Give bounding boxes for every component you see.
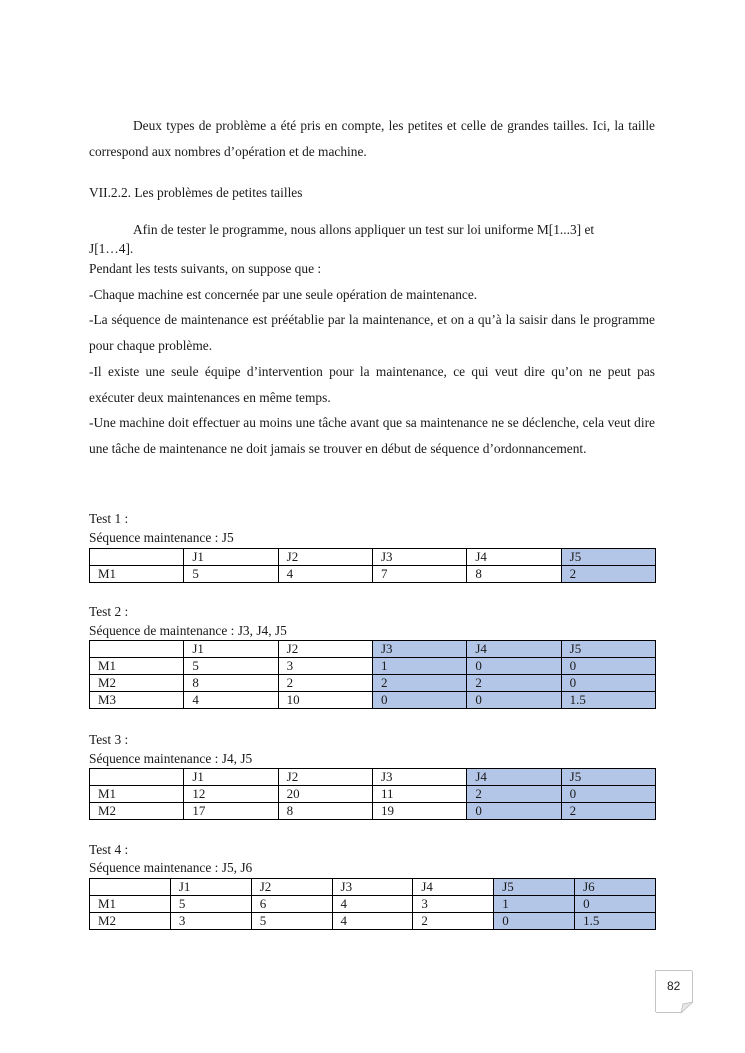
test3-sequence: Séquence maintenance : J4, J5: [89, 751, 253, 766]
header-cell: J1: [184, 549, 278, 566]
test4-title: Test 4 :: [89, 842, 129, 857]
row-label: M1: [90, 658, 184, 675]
header-cell-maintenance: J4: [467, 641, 561, 658]
table-cell-maintenance: 2: [467, 786, 561, 803]
table-row: [90, 803, 656, 820]
table-cell: 20: [278, 786, 372, 803]
table-header-row: [90, 549, 656, 566]
test1-table: [89, 548, 656, 583]
table-cell: 6: [251, 896, 332, 913]
table-cell: 3: [170, 913, 251, 930]
para1-line3: Pendant les tests suivants, on suppose que :: [89, 261, 322, 276]
test2-table: [89, 640, 656, 709]
table-cell: 5: [184, 566, 278, 583]
table-row: [90, 896, 656, 913]
header-cell: J2: [278, 549, 372, 566]
test3-title: Test 3 :: [89, 732, 129, 747]
table-cell-maintenance: 1: [494, 896, 575, 913]
header-cell-maintenance: J5: [561, 549, 655, 566]
row-label: M1: [90, 896, 171, 913]
table-cell-maintenance: 0: [561, 658, 655, 675]
table-cell-maintenance: 0: [467, 803, 561, 820]
table-cell: 4: [278, 566, 372, 583]
table-cell-maintenance: 2: [372, 675, 466, 692]
row-label: M2: [90, 803, 184, 820]
bullet-4: -Une machine doit effectuer au moins une tâche avant que sa maintenance ne se déclenche, cela veut dire une tâche de maintenance ne doit jamais se trouver en début de séquence d’ordonnancement.: [89, 415, 655, 456]
table-header-row: [90, 769, 656, 786]
header-cell: [90, 769, 184, 786]
table-header-row: [90, 641, 656, 658]
table-cell: 4: [332, 913, 413, 930]
bullet-3: -Il existe une seule équipe d’intervention pour la maintenance, ce qui veut dire qu’on ne peut pas exécuter deux maintenances en même temps.: [89, 364, 655, 405]
table-cell-maintenance: 0: [494, 913, 575, 930]
header-cell: J3: [372, 769, 466, 786]
table-cell: 8: [184, 675, 278, 692]
row-label: M2: [90, 913, 171, 930]
para1-line1: Afin de tester le programme, nous allons appliquer un test sur loi uniforme M[1...3] et: [133, 222, 595, 237]
header-cell: J1: [184, 641, 278, 658]
header-cell: [90, 549, 184, 566]
table-cell-maintenance: 0: [561, 786, 655, 803]
table-cell-maintenance: 0: [467, 658, 561, 675]
page-number: 82: [667, 979, 681, 993]
test1-sequence: Séquence maintenance : J5: [89, 530, 234, 545]
header-cell: J2: [278, 641, 372, 658]
header-cell-maintenance: J5: [494, 879, 575, 896]
test2-sequence: Séquence de maintenance : J3, J4, J5: [89, 623, 287, 638]
table-cell: 5: [184, 658, 278, 675]
row-label: M3: [90, 692, 184, 709]
table-cell: 5: [170, 896, 251, 913]
table-cell: 10: [278, 692, 372, 709]
header-cell: J1: [184, 769, 278, 786]
table-cell-maintenance: 0: [561, 675, 655, 692]
table-cell-maintenance: 0: [372, 692, 466, 709]
table-row: [90, 913, 656, 930]
header-cell-maintenance: J5: [561, 769, 655, 786]
test4-sequence: Séquence maintenance : J5, J6: [89, 860, 253, 875]
table-cell: 8: [467, 566, 561, 583]
row-label: M2: [90, 675, 184, 692]
para1-line2: J[1…4].: [89, 241, 134, 256]
table-cell: 12: [184, 786, 278, 803]
bullet-2: -La séquence de maintenance est préétablie par la maintenance, et on a qu’à la saisir dans le programme pour chaque problème.: [89, 312, 655, 353]
header-cell: J1: [170, 879, 251, 896]
table-cell: 4: [332, 896, 413, 913]
table-cell: 11: [372, 786, 466, 803]
header-cell: J3: [332, 879, 413, 896]
table-cell-maintenance: 2: [467, 675, 561, 692]
test3-table: [89, 768, 656, 820]
table-row: [90, 692, 656, 709]
header-cell: [90, 879, 171, 896]
header-cell: [90, 641, 184, 658]
header-cell: J4: [467, 549, 561, 566]
header-cell: J2: [251, 879, 332, 896]
table-cell-maintenance: 2: [561, 566, 655, 583]
table-cell: 3: [413, 896, 494, 913]
page-number-box: [655, 970, 692, 1012]
header-cell: J4: [413, 879, 494, 896]
table-row: [90, 675, 656, 692]
table-cell-maintenance: 0: [575, 896, 656, 913]
test1-title: Test 1 :: [89, 511, 129, 526]
table-cell: 19: [372, 803, 466, 820]
table-cell-maintenance: 2: [561, 803, 655, 820]
table-row: [90, 566, 656, 583]
table-cell: 17: [184, 803, 278, 820]
table-cell: 7: [372, 566, 466, 583]
table-cell: 2: [413, 913, 494, 930]
table-cell-maintenance: 1.5: [561, 692, 655, 709]
table-cell: 8: [278, 803, 372, 820]
row-label: M1: [90, 566, 184, 583]
table-cell: 5: [251, 913, 332, 930]
table-cell: 4: [184, 692, 278, 709]
table-row: [90, 658, 656, 675]
bullet-1: -Chaque machine est concernée par une seule opération de maintenance.: [89, 287, 478, 302]
test4-table: [89, 878, 656, 930]
table-cell-maintenance: 1: [372, 658, 466, 675]
table-cell-maintenance: 0: [467, 692, 561, 709]
header-cell: J3: [372, 549, 466, 566]
table-header-row: [90, 879, 656, 896]
header-cell-maintenance: J3: [372, 641, 466, 658]
header-cell-maintenance: J4: [467, 769, 561, 786]
table-cell: 2: [278, 675, 372, 692]
header-cell: J2: [278, 769, 372, 786]
table-cell: 3: [278, 658, 372, 675]
section-heading: VII.2.2. Les problèmes de petites tailles: [89, 185, 303, 200]
header-cell-maintenance: J6: [575, 879, 656, 896]
row-label: M1: [90, 786, 184, 803]
table-row: [90, 786, 656, 803]
test2-title: Test 2 :: [89, 604, 129, 619]
intro-paragraph: Deux types de problème a été pris en compte, les petites et celle de grandes tailles. Ici, la taille correspond aux nombres d’opération et de machine.: [89, 118, 655, 159]
header-cell-maintenance: J5: [561, 641, 655, 658]
table-cell-maintenance: 1.5: [575, 913, 656, 930]
